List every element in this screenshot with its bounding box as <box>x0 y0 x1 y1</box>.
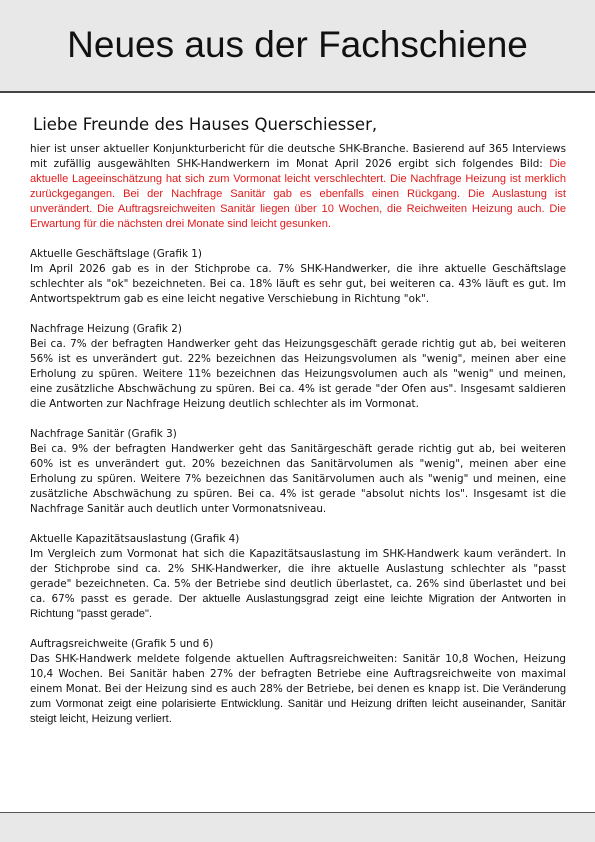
section-title: Nachfrage Sanitär (Grafik 3) <box>30 428 177 440</box>
section-title: Auftragsreichweite (Grafik 5 und 6) <box>30 638 214 650</box>
section-text: Im April 2026 gab es in der Stichprobe ca. 7% SHK-Handwerker, die ihre aktuelle Geschäftslage schlechter als "ok" bezeichneten. Bei ca. 18% läuft es sehr gut, bei weiteren ca. 43% läuft es gut. Im Antwortspektrum gab es eine leicht negative Verschiebung in Richtung "ok". <box>30 263 566 305</box>
section-text: Bei ca. 9% der befragten Handwerker geht das Sanitärgeschäft gerade richtig gut ab, bei weiteren 60% ist es unverändert gut. 20% bezeichnen das Sanitärvolumen als "wenig", meinen aber eine Erholung zu spüren. Weitere 7% bezeichnen das Sanitärvolumen auch als "wenig" und meinen, eine zusätzliche Abschwächung zu spüren. Bei ca. 4% ist gerade "absolut nichts los". Insgesamt ist die Nachfrage Sanitär auch deutlich unter Vormonatsniveau. <box>30 443 566 515</box>
section-body <box>30 442 566 517</box>
page-footer <box>0 812 595 842</box>
report-body <box>30 114 566 727</box>
section-text: Bei ca. 7% der befragten Handwerker geht das Heizungsgeschäft gerade richtig gut ab, bei weiteren 56% ist es unverändert gut. 22% bezeichnen das Heizungsvolumen als "wenig", meinen aber eine Erholung zu spüren. Weitere 11% bezeichnen das Heizungsvolumen auch als "wenig" und meinen, eine zusätzliche Abschwächung zu spüren. Bei ca. 4% ist gerade "der Ofen aus". Insgesamt saldieren die Antworten zur Nachfrage Heizung deutlich schlechter als im Vormonat. <box>30 338 566 410</box>
section-body <box>30 337 566 412</box>
section-text: Das SHK-Handwerk meldete folgende aktuellen Auftragsreichweiten: Sanitär 10,8 Wochen, Heizung 10,4 Wochen. Bei Sanitär haben 27% der befragten Betriebe eine Auftragsreichweite von maximal einem Monat. Bei der Heizung sind es auch 28% der Betriebe, bei denen es knapp ist. <box>30 653 566 695</box>
section-nachfrage-heizung <box>30 322 566 412</box>
section-title: Aktuelle Kapazitätsauslastung (Grafik 4) <box>30 533 240 545</box>
section-nachfrage-sanitaer <box>30 427 566 517</box>
section-body <box>30 547 566 622</box>
section-geschaeftslage <box>30 247 566 307</box>
intro-highlight: Die aktuelle Lageeinschätzung hat sich zum Vormonat leicht verschlechtert. Die Nachfrage Heizung ist merklich zurückgegangen. Bei der Nachfrage Sanitär gab es ebenfalls einen Rückgang. Die Auslastung ist unverändert. Die Auftragsreichweiten Sanitär liegen über 10 Wochen, die Reichweiten Heizung auch. Die Erwartung für die nächsten drei Monate sind leicht gesunken. <box>30 158 566 230</box>
section-title: Nachfrage Heizung (Grafik 2) <box>30 323 182 335</box>
intro-text: hier ist unser aktueller Konjunkturbericht für die deutsche SHK-Branche. Basierend auf 365 Interviews mit zufällig ausgewählten SHK-Handwerkern im Monat April 2026 ergibt sich folgendes Bild: <box>30 143 566 170</box>
greeting-heading: Liebe Freunde des Hauses Querschiesser, <box>33 115 378 134</box>
page-header <box>0 0 595 93</box>
section-text-tail: Die Veränderung zum Vormonat zeigt eine polarisierte Entwicklung. Sanitär und Heizung driften leicht auseinander, Sanitär steigt leicht, Heizung verliert. <box>30 683 567 725</box>
section-auftragsreichweite <box>30 637 566 727</box>
page-title: Neues aus der Fachschiene <box>67 24 528 65</box>
section-body <box>30 262 566 307</box>
section-title: Aktuelle Geschäftslage (Grafik 1) <box>30 248 202 260</box>
section-kapazitaetsauslastung <box>30 532 566 622</box>
section-body <box>30 652 566 727</box>
intro-paragraph <box>30 142 566 232</box>
section-text: Im Vergleich zum Vormonat hat sich die Kapazitätsauslastung im SHK-Handwerk kaum verändert. In der Stichprobe sind ca. 2% SHK-Handwerker, die ihre aktuelle Auslastung schlechter als "passt gerade" bezeichneten. Ca. 5% der Betriebe sind deutlich überlastet, ca. 26% sind überlastet und bei ca. 67% passt es gerade. <box>30 548 566 605</box>
section-text-tail: Der aktuelle Auslastungsgrad zeigt eine leichte Migration der Antworten in Richtung "passt gerade". <box>30 593 566 620</box>
